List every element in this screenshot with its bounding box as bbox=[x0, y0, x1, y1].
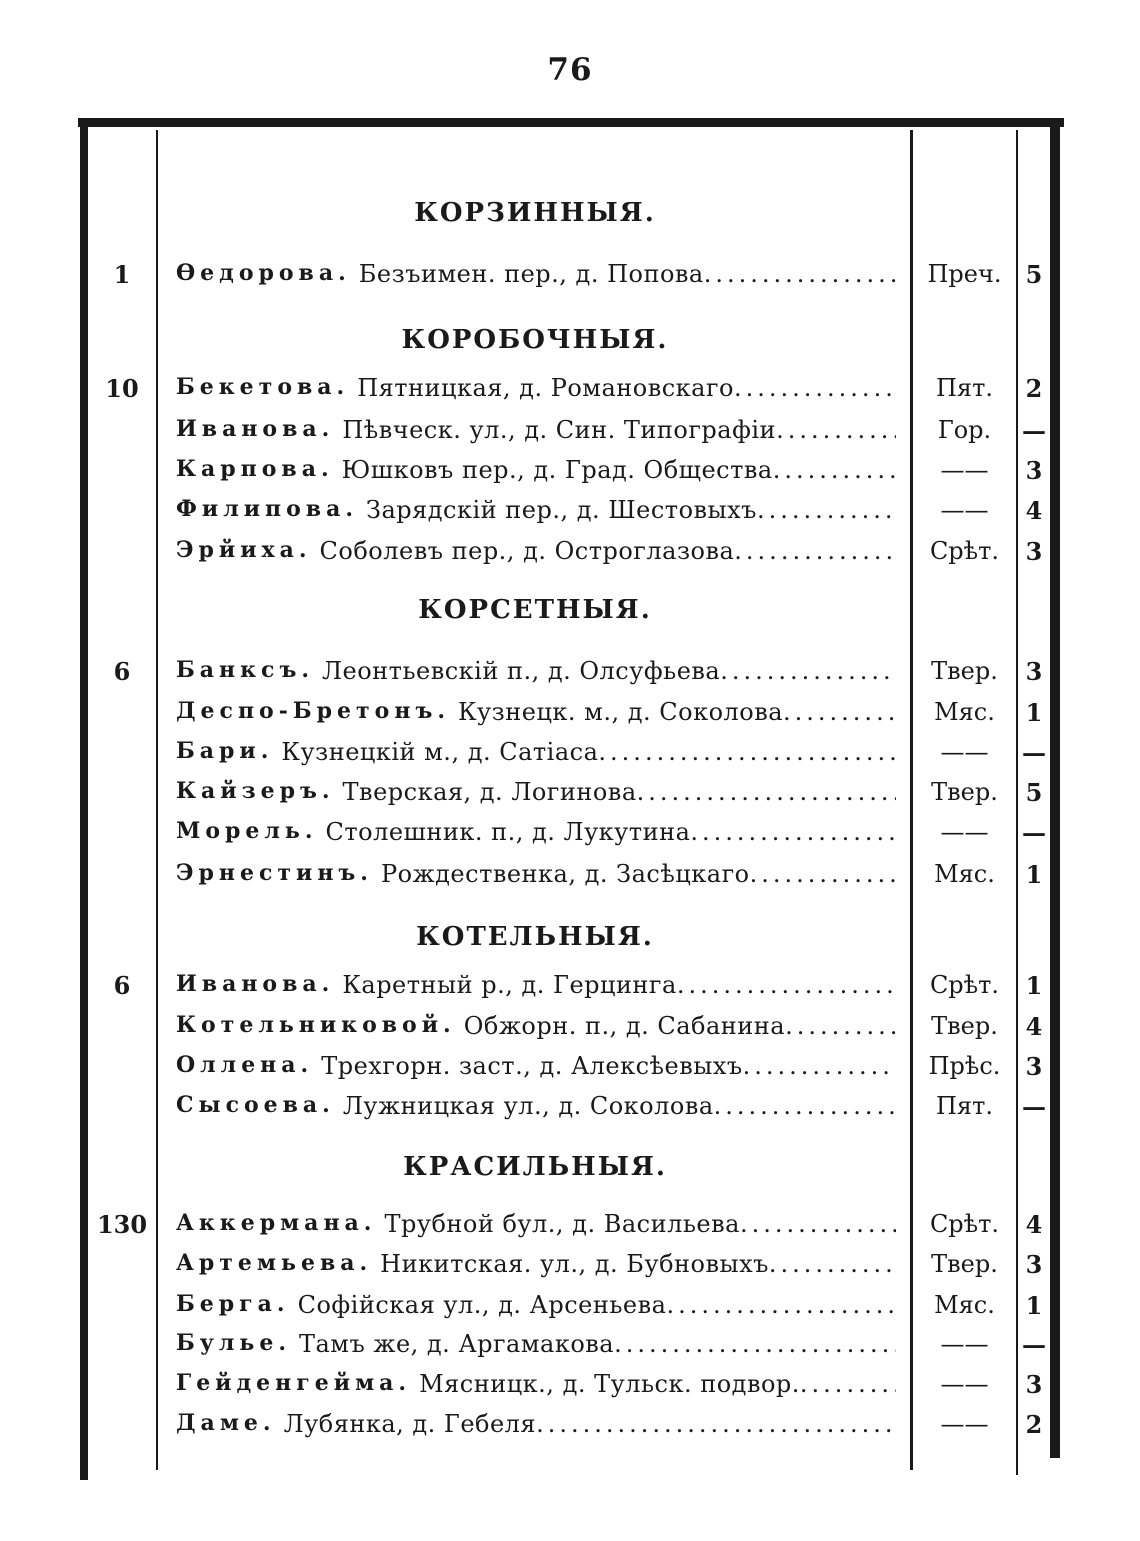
entry-name: Иванова. bbox=[176, 971, 335, 997]
entry-part: 1 bbox=[1025, 1291, 1043, 1320]
entry-district: —— bbox=[940, 456, 989, 484]
entry-part: — bbox=[1022, 818, 1046, 847]
table-row bbox=[0, 856, 1140, 894]
table-row bbox=[0, 694, 1140, 732]
entry-address: Соболевъ пер., д. Остроглазова bbox=[319, 537, 735, 565]
entry-address: Кузнецкій м., д. Сатіаса bbox=[281, 738, 599, 766]
entry-part: 3 bbox=[1025, 657, 1043, 686]
entry-district: Преч. bbox=[927, 260, 1002, 288]
section-count: 6 bbox=[113, 657, 131, 686]
entry-name: Аккермана. bbox=[176, 1210, 377, 1236]
entry-district: Твер. bbox=[931, 657, 998, 685]
section-count: 10 bbox=[105, 374, 139, 403]
page-number: 76 bbox=[547, 52, 593, 88]
entry-part: 4 bbox=[1025, 1210, 1043, 1239]
entry-part: 3 bbox=[1025, 1250, 1043, 1279]
entry-address: Безъимен. пер., д. Попова bbox=[358, 260, 704, 288]
entry-address: Рождественка, д. Засѣцкаго bbox=[380, 860, 750, 888]
table-row bbox=[0, 1366, 1140, 1404]
table-row bbox=[0, 814, 1140, 852]
entry-name: Өедорова. bbox=[176, 260, 351, 286]
entry-name: Карпова. bbox=[176, 456, 334, 482]
entry-address: Тверская, д. Логинова bbox=[342, 778, 637, 806]
table-row bbox=[0, 492, 1140, 530]
section-count: 130 bbox=[96, 1210, 148, 1239]
entry-name: Морель. bbox=[176, 818, 318, 844]
section-count: 6 bbox=[113, 971, 131, 1000]
entry-district: Мяс. bbox=[934, 860, 995, 888]
entry-part: 3 bbox=[1025, 537, 1043, 566]
entry-district: Твер. bbox=[931, 778, 998, 806]
entry-name: Артемьева. bbox=[176, 1250, 373, 1276]
entry-part: 2 bbox=[1025, 1410, 1043, 1439]
entry-district: Мяс. bbox=[934, 698, 995, 726]
entry-name: Банксъ. bbox=[176, 657, 314, 683]
entry-part: 1 bbox=[1025, 971, 1043, 1000]
entry-name: Иванова. bbox=[176, 416, 335, 442]
entry-part: 3 bbox=[1025, 1052, 1043, 1081]
entry-district: Срѣт. bbox=[929, 971, 1000, 999]
entry-district: Прѣс. bbox=[928, 1052, 1001, 1080]
entry-part: 5 bbox=[1025, 260, 1043, 289]
table-row bbox=[0, 774, 1140, 812]
section-heading: КОРСЕТНЫЯ. bbox=[418, 595, 652, 625]
entry-address: Кузнецк. м., д. Соколова bbox=[457, 698, 784, 726]
entry-part: — bbox=[1022, 738, 1046, 767]
entry-district: —— bbox=[940, 1410, 989, 1438]
entry-district: Пят. bbox=[936, 374, 993, 402]
entry-address: Обжорн. п., д. Сабанина bbox=[463, 1012, 786, 1040]
table-row bbox=[0, 1008, 1140, 1046]
table-row bbox=[0, 653, 1140, 691]
entry-address: Леонтьевскій п., д. Олсуфьева bbox=[321, 657, 721, 685]
entry-district: —— bbox=[940, 1330, 989, 1358]
entry-district: Срѣт. bbox=[929, 1210, 1000, 1238]
entry-district: —— bbox=[940, 496, 989, 524]
entry-part: 5 bbox=[1025, 778, 1043, 807]
table-row bbox=[0, 1246, 1140, 1284]
entry-address: Софійская ул., д. Арсеньева bbox=[297, 1291, 667, 1319]
table-row bbox=[0, 370, 1140, 408]
table-row bbox=[0, 1406, 1140, 1444]
entry-part: 3 bbox=[1025, 456, 1043, 485]
entry-address: Юшковъ пер., д. Град. Общества bbox=[341, 456, 773, 484]
section-heading: КРАСИЛЬНЫЯ. bbox=[403, 1152, 667, 1182]
section-heading: КОРОБОЧНЫЯ. bbox=[401, 325, 669, 355]
table-row bbox=[0, 412, 1140, 450]
entry-part: 4 bbox=[1025, 1012, 1043, 1041]
entry-part: 1 bbox=[1025, 860, 1043, 889]
entry-address: Каретный р., д. Герцинга bbox=[342, 971, 677, 999]
entry-address: Лубянка, д. Гебеля bbox=[283, 1410, 537, 1438]
entry-name: Гейденгейма. bbox=[176, 1370, 412, 1396]
entry-district: Пят. bbox=[936, 1092, 993, 1120]
entry-address: Мясницк., д. Тульск. подвор. bbox=[419, 1370, 800, 1398]
entry-district: Гор. bbox=[937, 416, 992, 444]
table-row bbox=[0, 1048, 1140, 1086]
table-row bbox=[0, 1326, 1140, 1364]
entry-name: Бари. bbox=[176, 738, 274, 764]
entry-district: Твер. bbox=[931, 1250, 998, 1278]
entry-address: Пѣвческ. ул., д. Син. Типографіи bbox=[342, 416, 777, 444]
entry-part: — bbox=[1022, 1330, 1046, 1359]
entry-address: Трехгорн. заст., д. Алексѣевыхъ bbox=[321, 1052, 743, 1080]
entry-district: Твер. bbox=[931, 1012, 998, 1040]
entry-address: Зарядскій пер., д. Шестовыхъ bbox=[366, 496, 757, 524]
table-row bbox=[0, 452, 1140, 490]
entry-name: Филипова. bbox=[176, 496, 358, 522]
entry-name: Котельниковой. bbox=[176, 1012, 456, 1038]
entry-address: Пятницкая, д. Романовскаго bbox=[357, 374, 735, 402]
entry-name: Даме. bbox=[176, 1410, 276, 1436]
entry-address: Трубной бул., д. Васильева bbox=[384, 1210, 740, 1238]
entry-address: Столешник. п., д. Лукутина bbox=[325, 818, 691, 846]
entry-district: —— bbox=[940, 1370, 989, 1398]
entry-name: Сысоева. bbox=[176, 1092, 335, 1118]
table-row bbox=[0, 1206, 1140, 1244]
entry-address: Лужницкая ул., д. Соколова bbox=[342, 1092, 714, 1120]
entry-name: Кайзеръ. bbox=[176, 778, 335, 804]
entry-part: 1 bbox=[1025, 698, 1043, 727]
entry-name: Булье. bbox=[176, 1330, 291, 1356]
entry-name: Оллена. bbox=[176, 1052, 314, 1078]
table-row bbox=[0, 533, 1140, 571]
table-row bbox=[0, 734, 1140, 772]
table-row bbox=[0, 967, 1140, 1005]
entry-part: — bbox=[1022, 416, 1046, 445]
entry-address: Тамъ же, д. Аргамакова bbox=[298, 1330, 615, 1358]
table-row bbox=[0, 256, 1140, 294]
section-heading: КОТЕЛЬНЫЯ. bbox=[416, 922, 654, 952]
entry-name: Деспо-Бретонъ. bbox=[176, 698, 450, 724]
entry-district: Мяс. bbox=[934, 1291, 995, 1319]
section-heading: КОРЗИННЫЯ. bbox=[414, 198, 656, 228]
entry-name: Эрйиха. bbox=[176, 537, 312, 563]
entry-district: —— bbox=[940, 818, 989, 846]
entry-name: Берга. bbox=[176, 1291, 290, 1317]
frame-top-rule bbox=[78, 118, 1064, 127]
section-count: 1 bbox=[113, 260, 131, 289]
entry-address: Никитская. ул., д. Бубновыхъ bbox=[380, 1250, 769, 1278]
table-row bbox=[0, 1088, 1140, 1126]
entry-district: Срѣт. bbox=[929, 537, 1000, 565]
entry-part: — bbox=[1022, 1092, 1046, 1121]
table-row bbox=[0, 1287, 1140, 1325]
entry-name: Бекетова. bbox=[176, 374, 350, 400]
entry-part: 3 bbox=[1025, 1370, 1043, 1399]
entry-part: 4 bbox=[1025, 496, 1043, 525]
entry-district: —— bbox=[940, 738, 989, 766]
entry-name: Эрнестинъ. bbox=[176, 860, 373, 886]
entry-part: 2 bbox=[1025, 374, 1043, 403]
